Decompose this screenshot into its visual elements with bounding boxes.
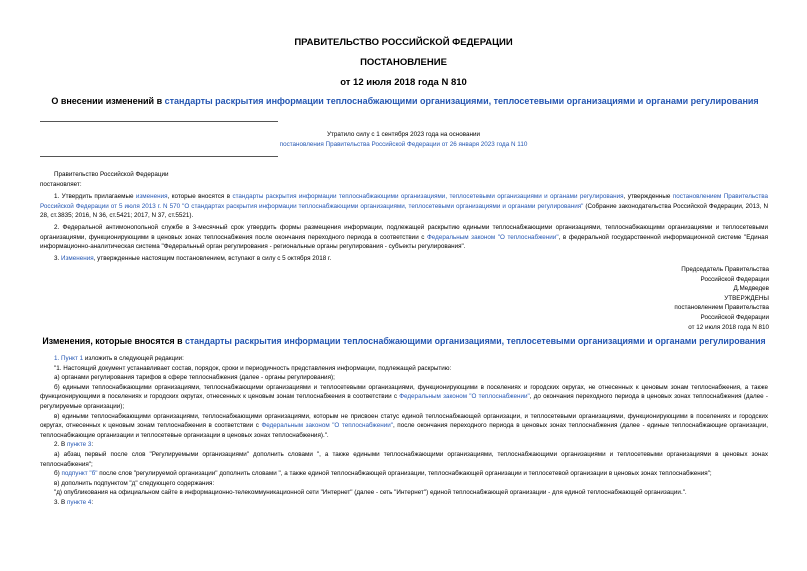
item-1-text: , которые вносятся в xyxy=(167,193,233,200)
item-1-text: , утвержденные xyxy=(623,193,673,200)
changes-link[interactable]: Изменения xyxy=(61,255,94,262)
clause-1-link[interactable]: 1. Пункт 1 xyxy=(54,355,84,362)
quote-b-text: , до окончания переходного периода в ценовых зонах теплоснабжения (далее - регулируемые организации); xyxy=(40,393,768,410)
change-2-text: : xyxy=(91,441,94,449)
change-2b xyxy=(40,469,768,479)
quote-c xyxy=(40,412,768,441)
change-2c: в) дополнить подпунктом "д" следующего содержания: xyxy=(54,479,215,487)
change-3-text: : xyxy=(91,498,94,506)
change-2-text: 2. В xyxy=(54,441,67,449)
quote-c-text: , после окончания переходного периода в ценовых зонах теплоснабжения (далее - единые теплоснабжающие организации, теплоснабжающие организации и теплосетевые организации в ценовых зонах теплоснабжения).". xyxy=(40,422,768,439)
government-heading: ПРАВИТЕЛЬСТВО РОССИЙСКОЙ ФЕДЕРАЦИИ xyxy=(294,37,513,48)
change-2b-text: б) xyxy=(54,470,62,478)
signature-country: Российской Федерации xyxy=(700,275,769,283)
heat-supply-law-link[interactable]: Федеральным законом "О теплоснабжении" xyxy=(261,422,393,430)
item-3-text: 3. xyxy=(54,255,62,262)
preamble xyxy=(40,170,768,189)
item-2-text: , в федеральной государственной информационной системе "Единая информационно-аналитическая система "Федеральный орган регулирования - региональные органы регулирования - субъекты регулирования". xyxy=(40,233,768,251)
heat-supply-law-link[interactable]: Федеральным законом "О теплоснабжении" xyxy=(427,233,559,241)
quote-a: а) органами регулирования тарифов в сфере теплоснабжения (далее - органы регулирования); xyxy=(54,374,335,382)
change-2b-text: после слов "регулируемой организации" дополнить словами ", а также единой теплоснабжающей организации, теплоснабжающей организации и теплосетевой организации в ценовых зонах теплоснабжения"; xyxy=(97,470,712,478)
signature-name: Д.Медведев xyxy=(733,285,769,293)
change-1 xyxy=(40,354,768,364)
validity-divider xyxy=(40,156,278,157)
quote-c-text: в) едиными теплоснабжающими организациями, теплоснабжающими организациями, которым не присвоен статус единой теплоснабжающей организации, и теплосетевыми организациями, функционирующими в поселениях и городских округах, отнесенных к ценовым зонам теплоснабжения в соответствии с xyxy=(40,412,768,430)
change-2 xyxy=(40,440,768,450)
document-type: ПОСТАНОВЛЕНИЕ xyxy=(360,57,447,68)
subclause-b-link[interactable]: подпункт "б" xyxy=(61,470,98,478)
item-3 xyxy=(40,254,768,264)
changes-link[interactable]: изменения xyxy=(135,193,168,200)
decree-570-link[interactable]: постановлением Правительства Российской Федерации от 5 июля 2013 г. N 570 "О стандартах раскрытия информации теплоснабжающими организациями, теплосетевыми организациями и органами регулирования" xyxy=(40,193,768,210)
item-3-text: , утвержденные настоящим постановлением, вступают в силу с 5 октября 2018 г. xyxy=(93,255,332,262)
item-1-text: (Собрание законодательства Российской Федерации, 2013, N 28, ст.3835; 2016, N 36, ст.5421; 2017, N 37, ст.5521). xyxy=(40,202,768,220)
standards-link[interactable]: стандарты раскрытия информации теплоснабжающими организациями, теплосетевыми организациями и органами регулирования xyxy=(184,336,766,346)
validity-note-line: Утратило силу с 1 сентября 2023 года на основании xyxy=(326,131,480,138)
item-2 xyxy=(40,223,768,252)
document-title-prefix: О внесении изменений в xyxy=(51,96,165,106)
standards-link[interactable]: стандарты раскрытия информации теплоснабжающими организациями, теплосетевыми организациями и органами регулирования xyxy=(232,193,624,200)
quote-1: "1. Настоящий документ устанавливает состав, порядок, сроки и периодичность представления информации, подлежащей раскрытию: xyxy=(54,364,452,372)
clause-4-link[interactable]: пункте 4 xyxy=(66,498,92,506)
item-1 xyxy=(40,192,768,221)
changes-title xyxy=(40,336,768,346)
change-1-text: изложить в следующей редакции: xyxy=(83,355,184,362)
change-3-text: 3. В xyxy=(54,498,67,506)
clause-3-link[interactable]: пункте 3 xyxy=(66,441,92,449)
document-title xyxy=(40,96,770,106)
repeal-decree-link[interactable]: постановления Правительства Российской Федерации от 26 января 2023 года N 110 xyxy=(279,141,528,148)
change-2d: "д) опубликования на официальном сайте в информационно-телекоммуникационной сети "Интернет" (далее - сеть "Интернет") единой теплоснабжающей организации - для единой теплоснабжающей организации.". xyxy=(54,489,687,497)
item-1-text: 1. Утвердить прилагаемые xyxy=(54,193,136,200)
approved-by: постановлением Правительства xyxy=(674,304,769,312)
heat-supply-law-link[interactable]: Федеральным законом "О теплоснабжении" xyxy=(399,393,530,401)
changes-title-prefix: Изменения, которые вносятся в xyxy=(42,336,185,346)
changes-body xyxy=(40,354,768,508)
top-divider xyxy=(40,121,278,122)
standards-link[interactable]: стандарты раскрытия информации теплоснабжающими организациями, теплосетевыми организациями и органами регулирования xyxy=(164,96,759,106)
item-2-text: 2. Федеральной антимонопольной службе в 3-месячный срок утвердить формы размещения информации, подлежащей раскрытию едиными теплоснабжающими организациями, теплоснабжающими организациями и теплосетевыми организациями, функционирующими в ценовых зонах теплоснабжения после окончания переходного периода в соответствии с xyxy=(40,224,768,241)
signature-position: Председатель Правительства xyxy=(681,266,769,273)
change-2a: а) абзац первый после слов "Регулируемыми организациями" дополнить словами ", а также едиными теплоснабжающими организациями, теплоснабжающими организациями и теплосетевыми организациями в ценовых зонах теплоснабжения"; xyxy=(40,450,768,468)
preamble-line-2: постановляет: xyxy=(40,180,82,188)
quote-b-text: б) едиными теплоснабжающими организациями, теплоснабжающими организациями и теплосетевыми организациями, функционирующими в поселениях и городских округах, не отнесенных к ценовым зонам теплоснабжения, а также функционирующими в поселениях и городских округах, отнесенных к ценовым зонам теплоснабжения в соответствии с xyxy=(40,383,768,401)
validity-note-link-line xyxy=(0,140,807,150)
approved-date: от 12 июля 2018 года N 810 xyxy=(688,323,769,331)
approved-country: Российской Федерации xyxy=(700,313,769,321)
signature-block xyxy=(674,265,769,332)
preamble-line-1: Правительство Российской Федерации xyxy=(54,171,169,178)
document-date-number: от 12 июля 2018 года N 810 xyxy=(340,77,467,88)
approved-label: УТВЕРЖДЕНЫ xyxy=(724,294,769,302)
change-3 xyxy=(40,498,768,508)
quote-b xyxy=(40,383,768,412)
